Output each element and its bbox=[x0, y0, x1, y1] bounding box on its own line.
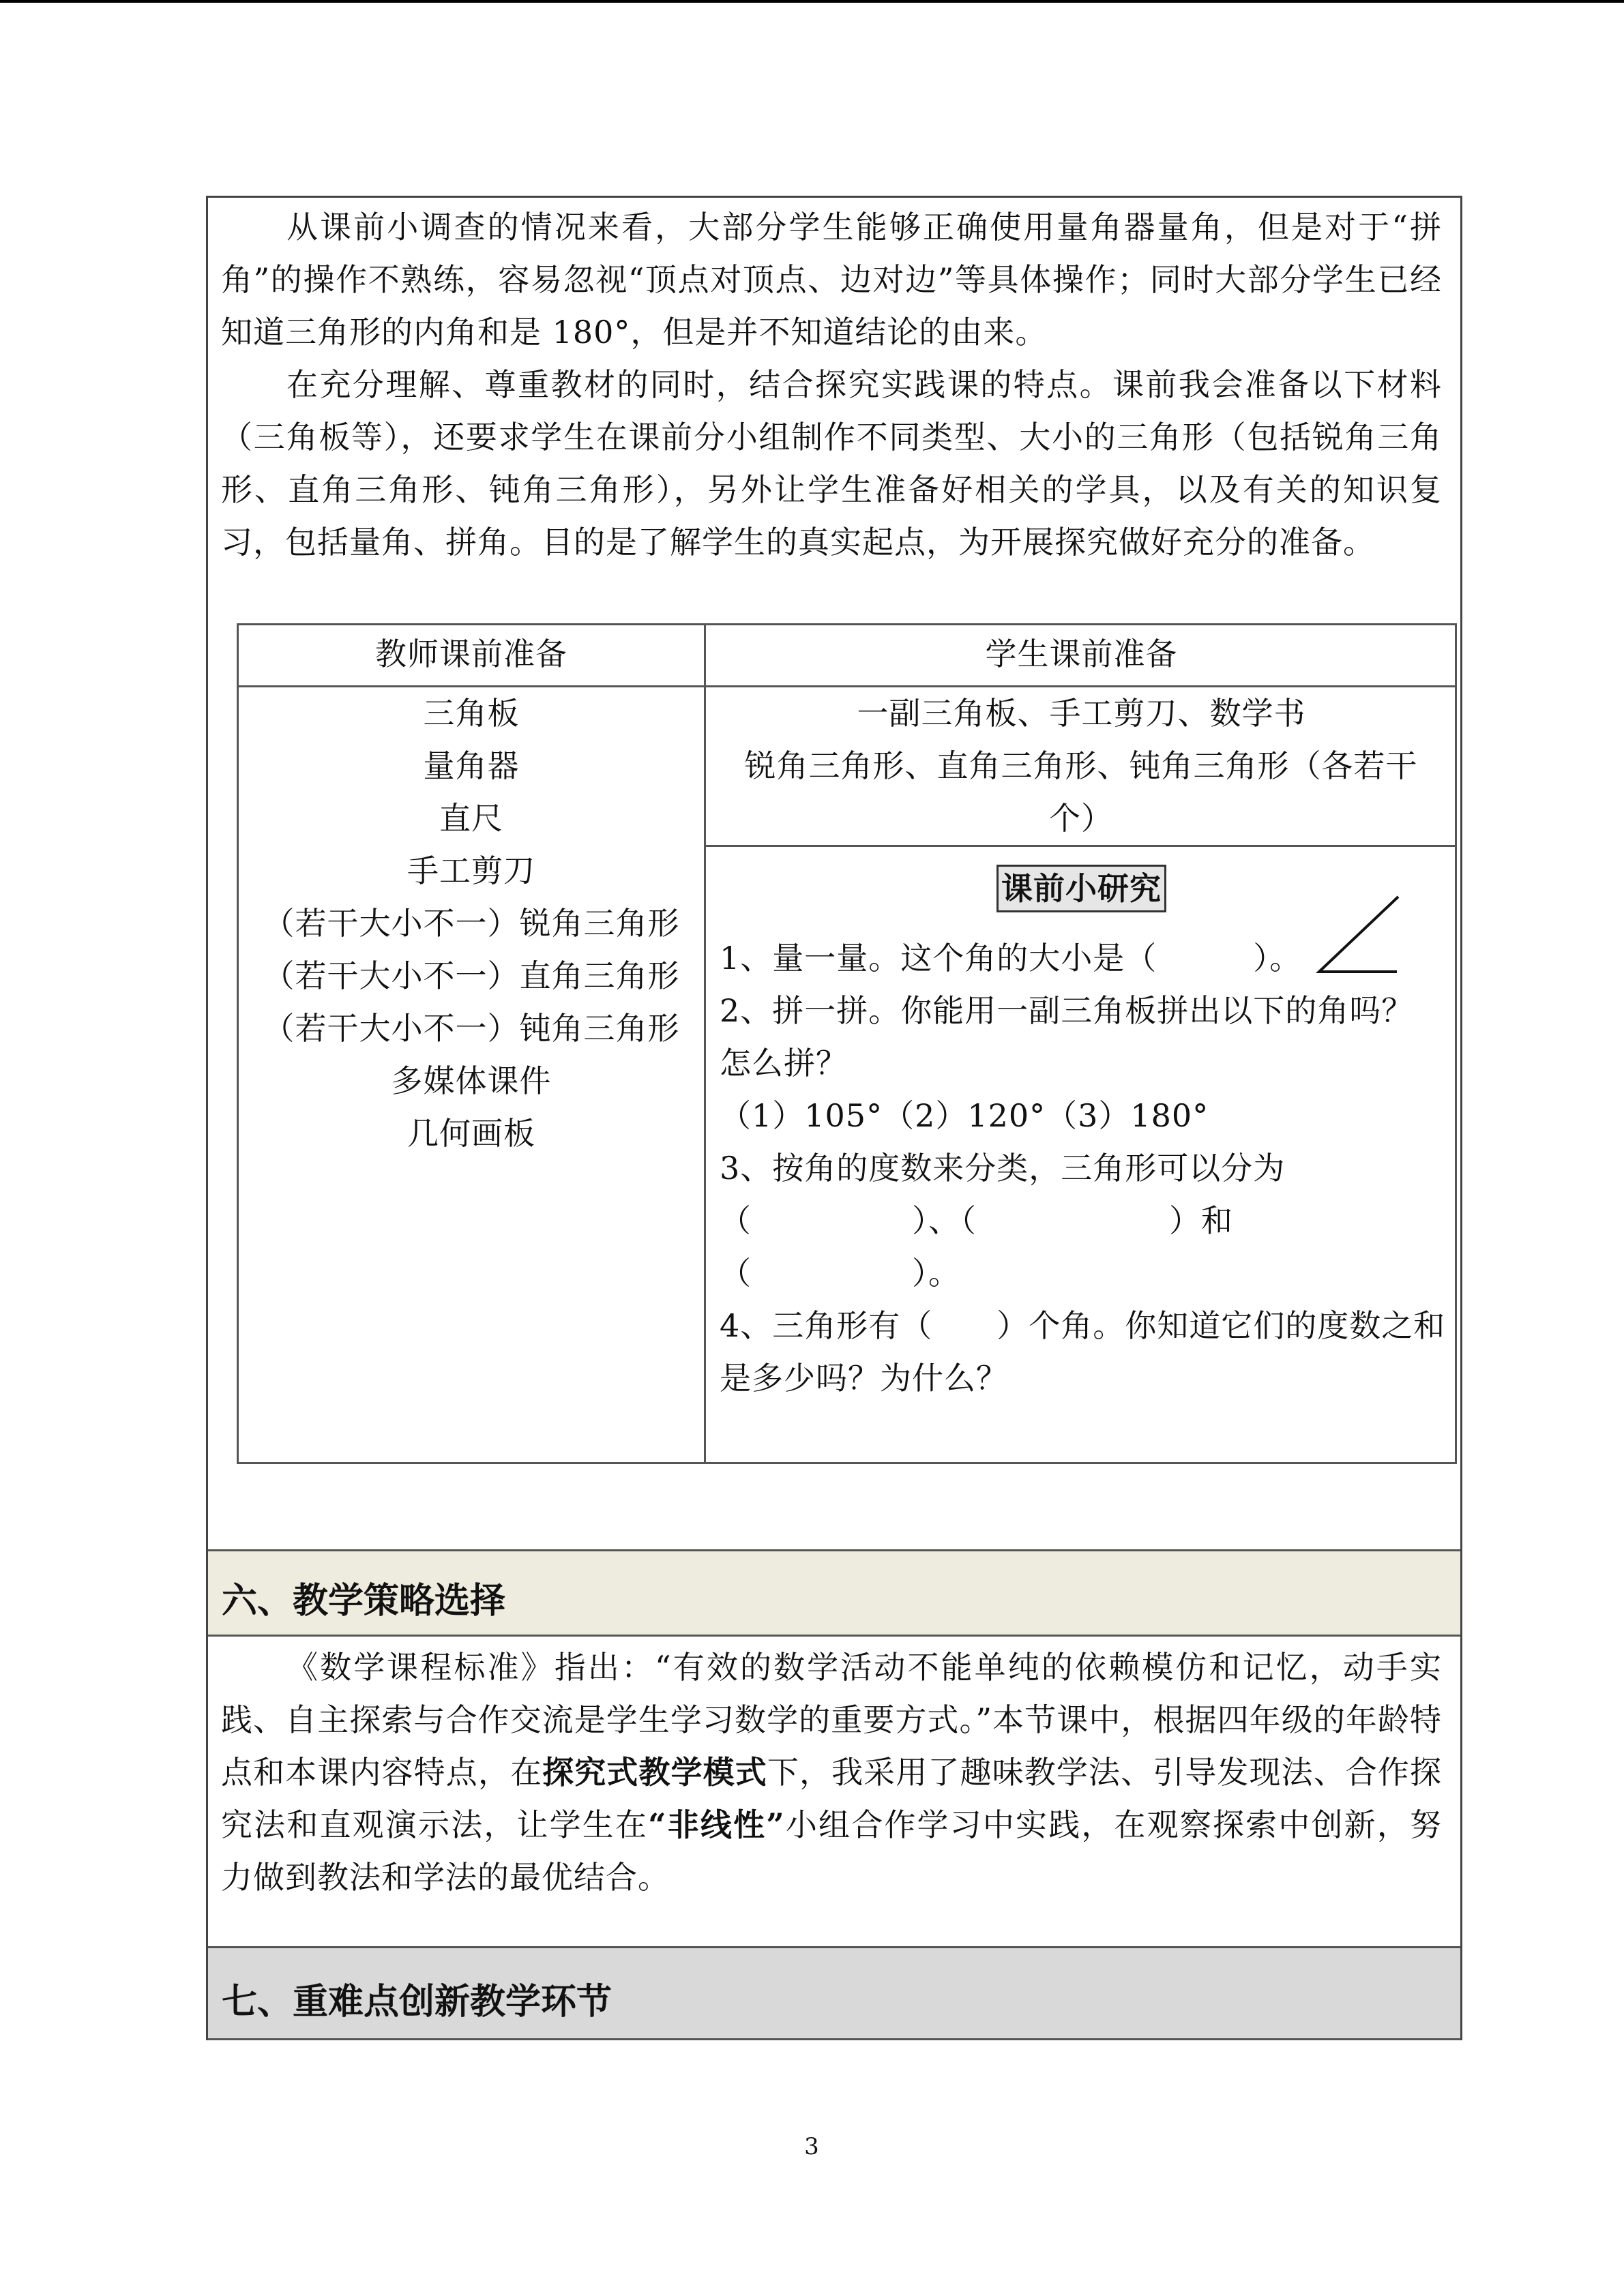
header-teacher-prep: 教师课前准备 bbox=[375, 636, 567, 672]
research-question-3-blanks: （ ）、（ ）和 bbox=[720, 1202, 1233, 1239]
table-column-divider bbox=[704, 625, 706, 1462]
section-6-title: 六、教学策略选择 bbox=[222, 1581, 506, 1622]
teacher-item: 几何画板 bbox=[407, 1115, 535, 1152]
student-item: 一副三角板、手工剪刀、数学书 bbox=[857, 695, 1306, 732]
teacher-item: （若干大小不一）直角三角形 bbox=[263, 957, 680, 994]
section-6-header bbox=[208, 1549, 1460, 1637]
page-number: 3 bbox=[804, 2133, 819, 2160]
section-6-emphasis-1: 探究式教学模式 bbox=[542, 1754, 767, 1791]
research-question-2-angles: （1）105°（2）120°（3）180° bbox=[720, 1097, 1209, 1134]
teacher-item: 直尺 bbox=[439, 800, 503, 837]
header-student-prep: 学生课前准备 bbox=[985, 636, 1178, 672]
research-question-3-blank-end: （ ）。 bbox=[720, 1255, 960, 1292]
intro-paragraph-1: 从课前小调查的情况来看，大部分学生能够正确使用量角器量角，但是对于“拼角”的操作不熟练，容易忽视“顶点对顶点、边对边”等具体操作；同时大部分学生已经知道三角形的内角和是 180°，但是并不知道结论的由来。 bbox=[221, 209, 1442, 351]
student-item: 锐角三角形、直角三角形、钝角三角形（各若干个） bbox=[744, 747, 1418, 837]
section-6-emphasis-2: “非线性” bbox=[648, 1806, 785, 1843]
table-student-divider bbox=[704, 845, 1457, 847]
teacher-item: （若干大小不一）钝角三角形 bbox=[263, 1010, 680, 1047]
preparation-table bbox=[237, 623, 1457, 1464]
research-question-4-cont: 是多少吗？为什么？ bbox=[720, 1360, 1008, 1397]
top-rule bbox=[0, 0, 1624, 3]
intro-paragraph-2: 在充分理解、尊重教材的同时，结合探究实践课的特点。课前我会准备以下材料（三角板等），还要求学生在课前分小组制作不同类型、大小的三角形（包括锐角三角形、直角三角形、钝角三角形），另外让学生准备好相关的学具，以及有关的知识复习，包括量角、拼角。目的是了解学生的真实起点，为开展探究做好充分的准备。 bbox=[221, 366, 1442, 561]
research-question-3: 3、按角的度数来分类，三角形可以分为 bbox=[720, 1150, 1286, 1187]
research-question-4: 4、三角形有（ ）个角。你知道它们的度数之和 bbox=[720, 1307, 1446, 1344]
teacher-item: 多媒体课件 bbox=[391, 1062, 552, 1099]
teacher-item: 手工剪刀 bbox=[407, 852, 535, 889]
teacher-item: 三角板 bbox=[423, 695, 520, 732]
section-6-text: 《数学课程标准》指出：“有效的数学活动不能单纯的依赖模仿和记忆，动手实践、自主探索与合作交流是学生学习数学的重要方式。”本节课中，根据四年级的年龄特点和本课内容特点，在 bbox=[221, 1649, 1442, 1791]
section-6-text: 小组合作学习中实践，在观察探索中创新，努力做到教法和学法的最优结合。 bbox=[221, 1806, 1443, 1896]
research-question-2: 2、拼一拼。你能用一副三角板拼出以下的角吗？ bbox=[720, 992, 1414, 1029]
section-7-title: 七、重难点创新教学环节 bbox=[222, 1982, 612, 2023]
teacher-item: 量角器 bbox=[423, 747, 520, 784]
angle-icon bbox=[1310, 891, 1405, 980]
section-7-header bbox=[208, 1946, 1460, 2040]
teacher-item: （若干大小不一）锐角三角形 bbox=[263, 905, 680, 942]
research-question-2-cont: 怎么拼？ bbox=[720, 1045, 848, 1082]
research-title: 课前小研究 bbox=[996, 865, 1166, 912]
section-6-paragraph bbox=[221, 1641, 1442, 1904]
section-6-text: 下，我采用了趣味教学法、引导发现法、合作探究法和直观演示法，让学生在 bbox=[221, 1754, 1443, 1843]
research-question-1: 1、量一量。这个角的大小是（ ）。 bbox=[720, 940, 1302, 976]
